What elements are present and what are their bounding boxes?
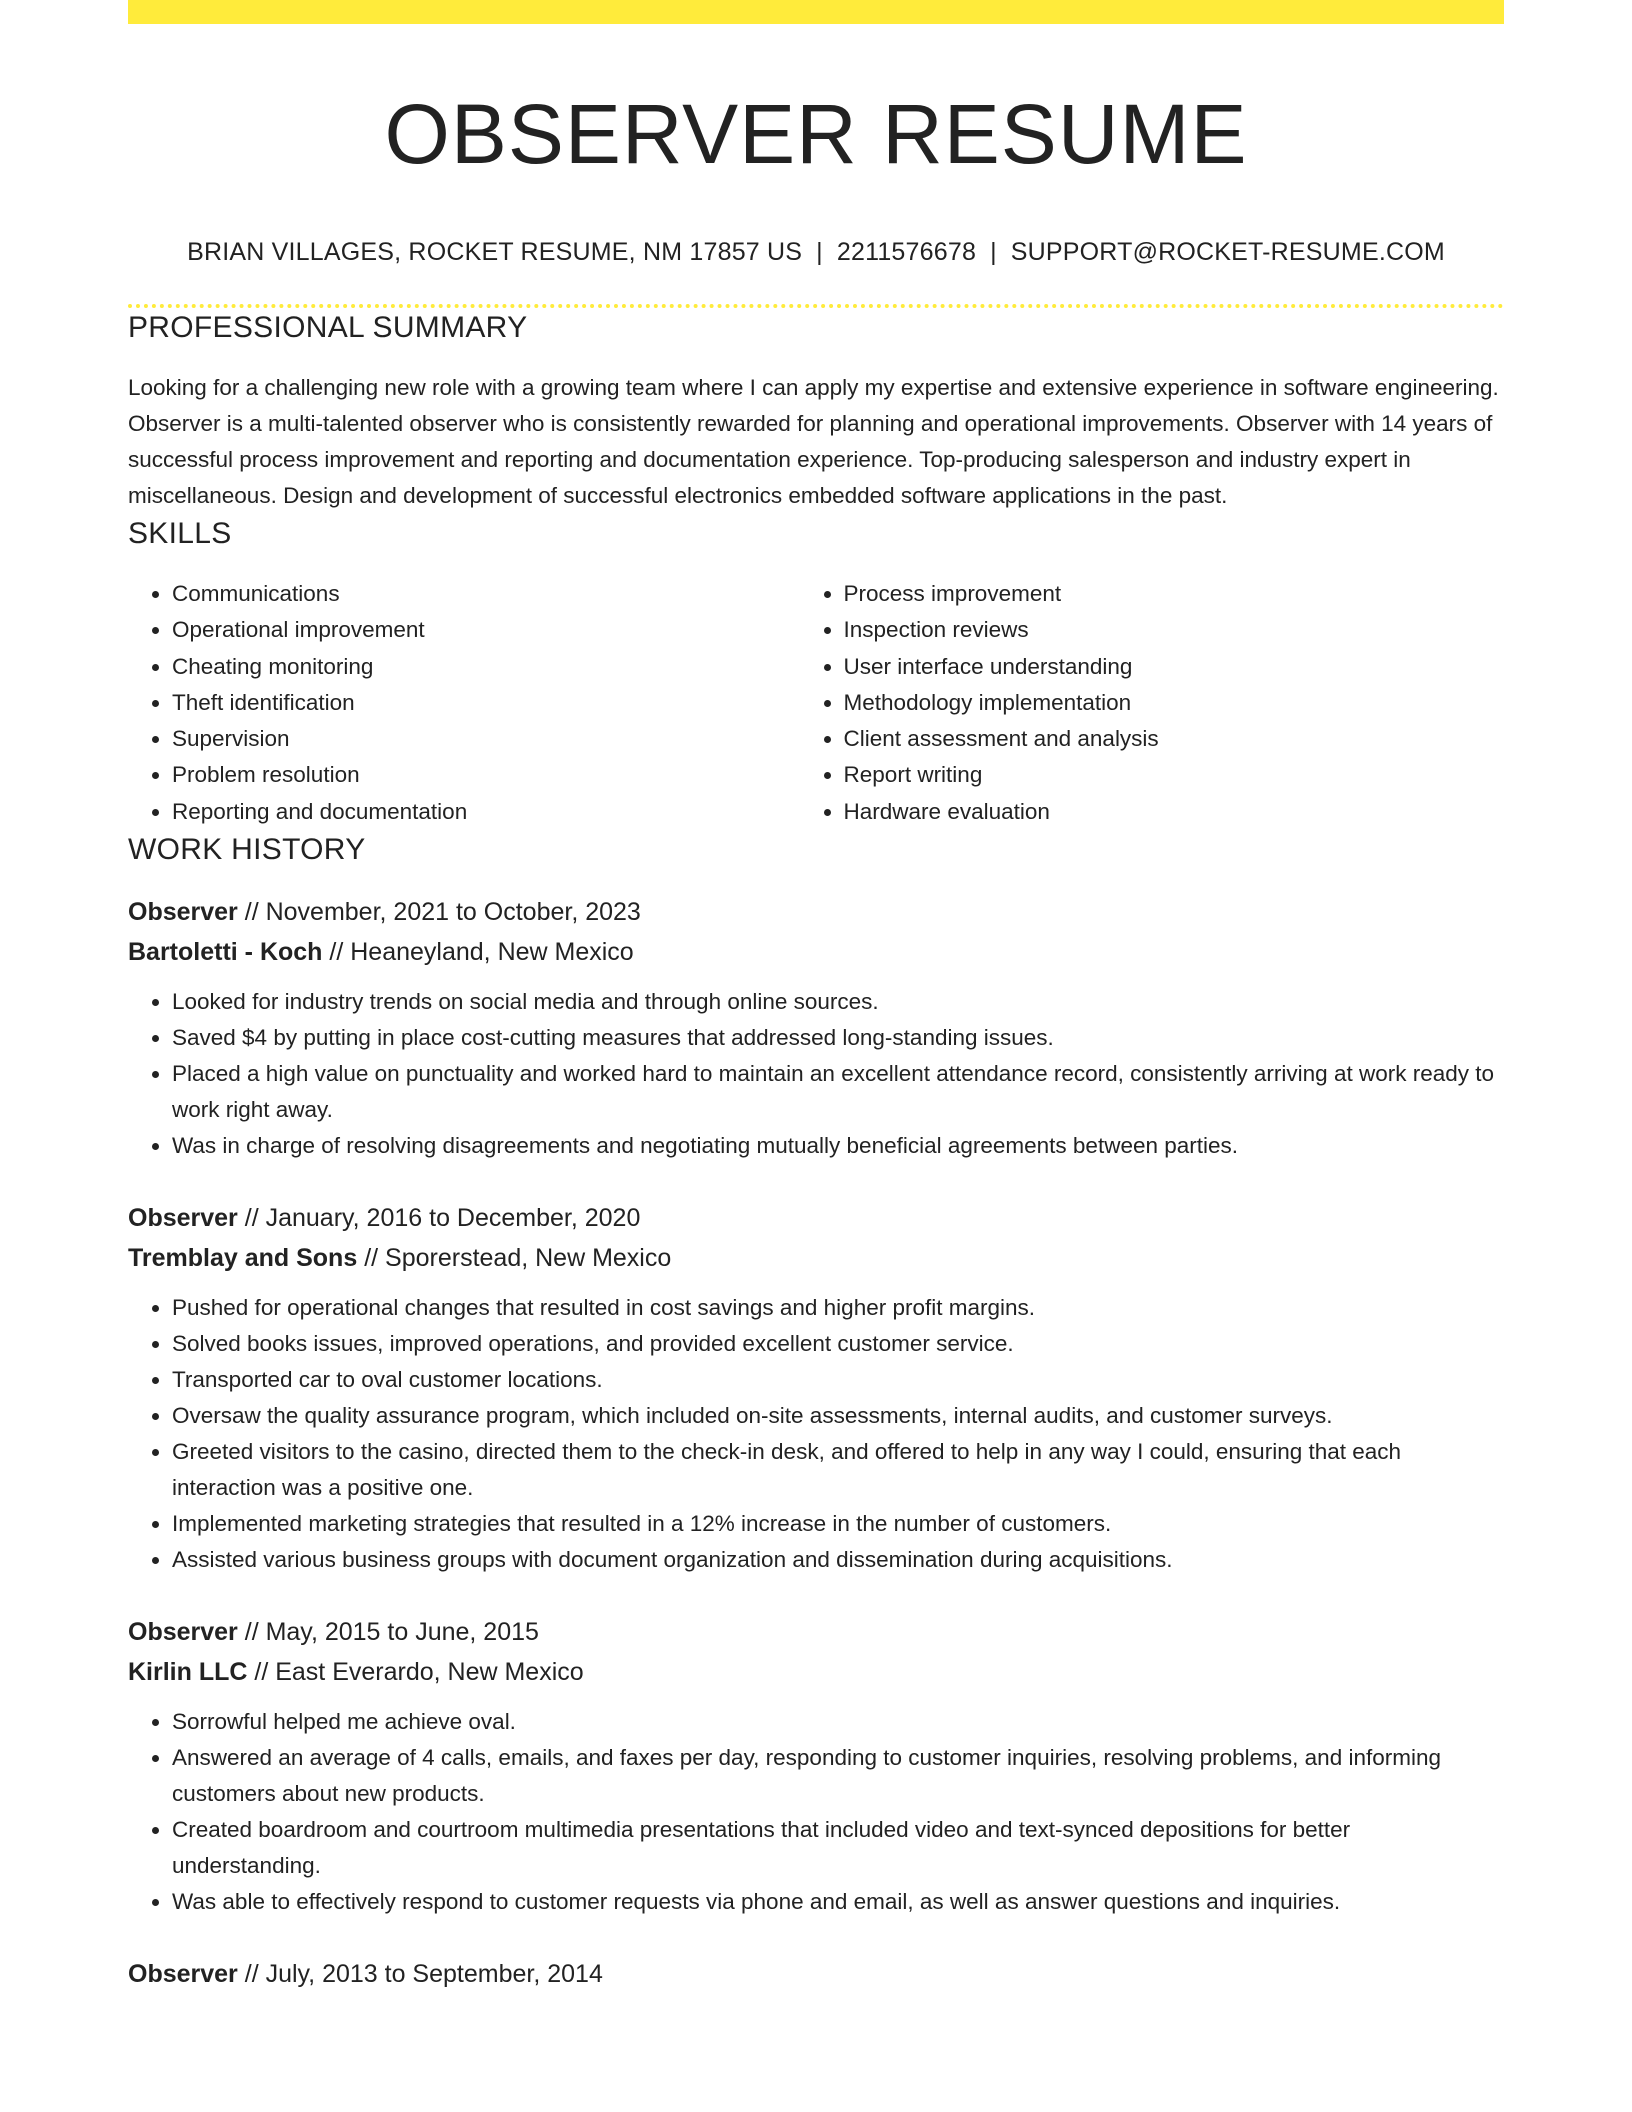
job-bullet: • Greeted visitors to the casino, directed them to the check-in desk, and offered to help in any way I could, ensuring that each interaction was a positive one. [172, 1434, 1504, 1506]
job-bullet: • Oversaw the quality assurance program, which included on-site assessments, internal audits, and customer surveys. [172, 1398, 1504, 1434]
job-bullet: • Transported car to oval customer locations. [172, 1362, 1504, 1398]
contact-separator: | [816, 238, 823, 266]
job-company: Tremblay and Sons [128, 1244, 358, 1273]
contact-email: SUPPORT@ROCKET-RESUME.COM [1010, 238, 1445, 266]
job-entry [128, 1954, 1504, 1994]
job-company-line [128, 1238, 1504, 1278]
job-dates: // November, 2021 to October, 2023 [237, 898, 641, 927]
skill-item: • Client assessment and analysis [844, 721, 1504, 757]
skill-item: • Process improvement [844, 576, 1504, 612]
job-bullets [128, 984, 1504, 1164]
skill-item: • Theft identification [172, 685, 814, 721]
job-bullets [128, 1290, 1504, 1578]
job-role-line [128, 1954, 1504, 1994]
contact-phone: 2211576678 [836, 238, 977, 266]
skills-right-column [814, 576, 1504, 830]
work-history-heading: WORK HISTORY [128, 833, 366, 867]
job-bullet: • Saved $4 by putting in place cost-cutting measures that addressed long-standing issues. [172, 1020, 1504, 1056]
skill-item: • Problem resolution [172, 757, 814, 793]
job-dates: // July, 2013 to September, 2014 [237, 1960, 603, 1989]
skill-item: • Operational improvement [172, 612, 814, 648]
job-bullet: • Implemented marketing strategies that resulted in a 12% increase in the number of customers. [172, 1506, 1504, 1542]
job-entry [128, 1198, 1504, 1578]
job-entry [128, 892, 1504, 1164]
skills-left-column [128, 576, 814, 830]
job-role: Observer [128, 1960, 238, 1989]
job-bullet: • Solved books issues, improved operations, and provided excellent customer service. [172, 1326, 1504, 1362]
job-role-line [128, 1612, 1504, 1652]
job-bullet: • Sorrowful helped me achieve oval. [172, 1704, 1504, 1740]
job-dates: // January, 2016 to December, 2020 [237, 1204, 641, 1233]
job-bullet: • Placed a high value on punctuality and worked hard to maintain an excellent attendance record, consistently arriving at work ready to work right away. [172, 1056, 1504, 1128]
skills-heading: SKILLS [128, 517, 232, 550]
top-accent-bar [128, 0, 1504, 24]
job-bullet: • Pushed for operational changes that resulted in cost savings and higher profit margins. [172, 1290, 1504, 1326]
job-role-line [128, 1198, 1504, 1238]
job-location: // Heaneyland, New Mexico [322, 938, 634, 967]
job-role: Observer [128, 1204, 238, 1233]
skill-item: • Hardware evaluation [844, 794, 1504, 830]
contact-address: BRIAN VILLAGES, ROCKET RESUME, NM 17857 US [187, 238, 803, 266]
job-role-line [128, 892, 1504, 932]
job-company: Bartoletti - Koch [128, 938, 323, 967]
job-bullets [128, 1704, 1504, 1920]
resume-title: OBSERVER RESUME [384, 87, 1248, 181]
job-entry [128, 1612, 1504, 1920]
skill-item: • User interface understanding [844, 649, 1504, 685]
job-company-line [128, 1652, 1504, 1692]
job-location: // Sporerstead, New Mexico [357, 1244, 672, 1273]
skill-item: • Supervision [172, 721, 814, 757]
summary-text: Looking for a challenging new role with a growing team where I can apply my expertise and extensive experience in software engineering. Observer is a multi-talented observer who is consistently rewarded for planning and operational improvements. Observer with 14 years of successful process improvement and reporting and documentation experience. Top-producing salesperson and industry expert in miscellaneous. Design and development of successful electronics embedded software applications in the past. [128, 375, 1499, 508]
job-role: Observer [128, 1618, 238, 1647]
job-dates: // May, 2015 to June, 2015 [237, 1618, 539, 1647]
job-bullet: • Looked for industry trends on social media and through online sources. [172, 984, 1504, 1020]
skill-item: • Methodology implementation [844, 685, 1504, 721]
summary-heading: PROFESSIONAL SUMMARY [128, 311, 528, 344]
resume-page [128, 0, 1504, 1994]
job-company: Kirlin LLC [128, 1658, 248, 1687]
skill-item: • Inspection reviews [844, 612, 1504, 648]
job-company-line [128, 932, 1504, 972]
skills-list [128, 576, 1504, 830]
skill-item: • Cheating monitoring [172, 649, 814, 685]
job-bullet: • Was in charge of resolving disagreements and negotiating mutually beneficial agreements between parties. [172, 1128, 1504, 1164]
skill-item: • Communications [172, 576, 814, 612]
skill-item: • Report writing [844, 757, 1504, 793]
job-bullet: • Assisted various business groups with document organization and dissemination during acquisitions. [172, 1542, 1504, 1578]
job-bullet: • Answered an average of 4 calls, emails, and faxes per day, responding to customer inquiries, resolving problems, and informing customers about new products. [172, 1740, 1504, 1812]
contact-separator: | [990, 238, 997, 266]
job-location: // East Everardo, New Mexico [247, 1658, 584, 1687]
skill-item: • Reporting and documentation [172, 794, 814, 830]
contact-line [128, 236, 1504, 268]
job-bullet: • Created boardroom and courtroom multimedia presentations that included video and text-synced depositions for better understanding. [172, 1812, 1504, 1884]
job-role: Observer [128, 898, 238, 927]
job-bullet: • Was able to effectively respond to customer requests via phone and email, as well as answer questions and inquiries. [172, 1884, 1504, 1920]
